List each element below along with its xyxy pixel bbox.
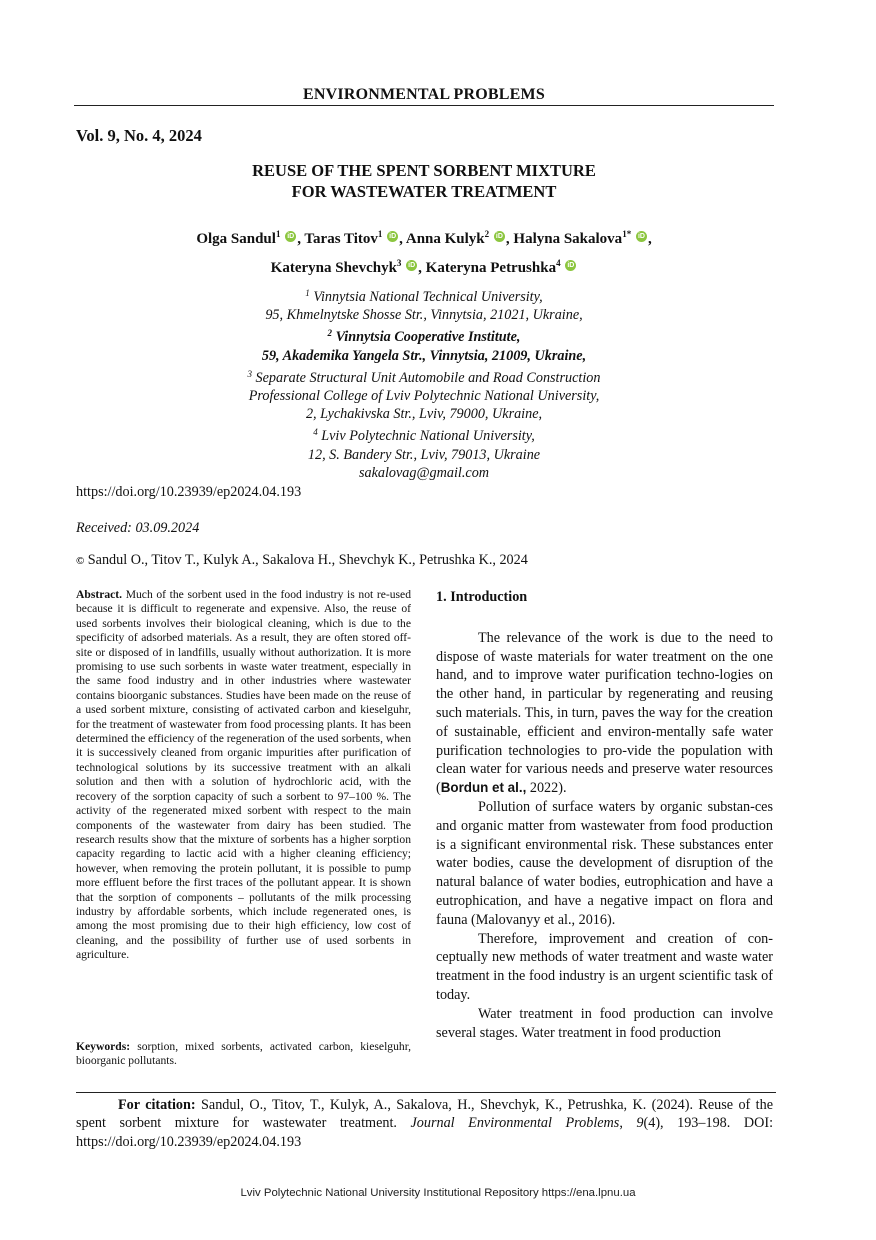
author-line-2: [0, 251, 848, 280]
repository-footer: Lviv Polytechnic National University Institutional Repository https://ena.lpnu.ua: [240, 1187, 636, 1199]
citation-rule: [76, 1092, 776, 1093]
abstract: [76, 588, 411, 963]
affiliation-text: Vinnytsia Cooperative Institute,: [335, 329, 521, 346]
citation-label: For citation:: [118, 1097, 196, 1113]
affiliation-line: 59, Akademika Yangela Str., Vinnytsia, 21009, Ukraine,: [261, 347, 587, 364]
paragraph-text: The relevance of the work is due to the need to dispose of waste materials for water treatment on the one hand, and to improve water purification techno-logies on the other hand, in particular by regenerating and reusing such materials. This, in turn, paves the way for the creation of sustainable, efficient and environ-mentally safe water purification technologies to pro-vide the population with clean water for various needs and preserve water resources (: [436, 629, 773, 797]
volume-info: Vol. 9, No. 4, 2024: [76, 126, 202, 145]
title-line-1: REUSE OF THE SPENT SORBENT MIXTURE: [252, 161, 596, 180]
affiliation-line: [0, 324, 848, 346]
copyright-text: Sandul O., Titov T., Kulyk A., Sakalova H., Shevchyk K., Petrushka K., 2024: [87, 552, 528, 568]
affiliation-line: 95, Khmelnytske Shosse Str., Vinnytsia, 21021, Ukraine,: [265, 307, 583, 324]
author-separator: ,: [505, 231, 514, 247]
affiliation-text: Separate Structural Unit Automobile and Road Construction: [255, 369, 601, 386]
citation-text: (4), 193–198. DOI: https://doi.org/10.23939/ep2024.04.193: [76, 1115, 774, 1150]
paragraph: Therefore, improvement and creation of con-ceptually new methods of water treatment and waste water treatment in the food industry is an urgent scientific task of today.: [436, 930, 773, 1003]
citation-text: Sandul, O., Titov, T., Kulyk, A., Sakalova, H., Shevchyk, K., Petrushka, K. (2024). Reuse of the spent sorbent mixture for wastewater treatment.: [76, 1097, 773, 1132]
introduction-section: [436, 588, 773, 1042]
author-name: Kateryna Shevchyk: [270, 260, 397, 276]
paragraph: Pollution of surface waters by organic substan-ces and organic matter from wastewater from food production is a significant environmental risk. These substances enter water bodies, cause the development of disruption of the natural balance of water bodies, eutrophication and have a eutrophication, and have a negative impact on flora and fauna (Malovanyy et al., 2016).: [436, 798, 773, 928]
affiliation-sup: 1: [305, 288, 310, 298]
received-date: Received: 03.09.2024: [76, 520, 200, 536]
orcid-icon[interactable]: iD: [495, 233, 503, 240]
abstract-text: Much of the sorbent used in the food industry is not re-used because it is difficult to regenerate and expensive. Also, the reuse of used sorbents involves their biological cleaning, which is due to the specificity of adsorbed materials. As a result, they are often stored off-site or disposed of in landfills, usually without authorization. It is more promising to use such sorbents in waste water treatment, especially in the same food industry and in other industries where wastewater contains bioorganic substances. Studies have been made on the reuse of a used sorbent mixture, consisting of activated carbon and kieselguhr, for the treatment of wastewater from food processing plants. It has been determined the efficiency of the regeneration of the used sorbents, when it is successively cleaned from organic impurities after purification of technological solutions by its successive treatment with an alkali solution and then with a solution of hydrochloric acid, with the recovery of the sorption capacity of such a sorbent to 97–100 %. The activity of the regenerated mixed sorbent with respect to the main components of the wastewater from dairy has been studied. The research results show that the mixture of sorbents has a higher sorption capacity regarding to lactic acid with a higher cleaning efficiency; however, when removing the protein pollutant, it is possible to pump more effluent before the first traces of the pollutant appear. It is shown that the sorption of components – pollutants of the milk processing industry by affordable sorbents, which include regenerated ones, is among the most promising due to their high efficiency, low cost of cleaning, and the possibility of further use of used sorbents in agriculture.: [76, 588, 411, 962]
header-rule: [74, 105, 774, 106]
author-sup: 1: [275, 229, 281, 239]
affiliation-line: [0, 423, 848, 445]
author-list: [0, 222, 848, 280]
contact-email[interactable]: sakalovag@gmail.com: [358, 464, 490, 481]
orcid-icon[interactable]: iD: [637, 233, 645, 240]
orcid-icon[interactable]: iD: [567, 262, 575, 269]
citation-text: ,: [619, 1115, 637, 1132]
author-sup: 1: [377, 229, 383, 239]
author-sup: 4: [556, 258, 561, 268]
affiliations: [0, 284, 848, 482]
affiliation-line: [0, 365, 848, 387]
copyright-icon: ©: [76, 555, 85, 567]
article-title: [0, 160, 848, 202]
citation-volume: 9: [636, 1115, 644, 1132]
author-name: Taras Titov: [304, 231, 378, 247]
citation-journal: Journal Environmental Problems: [410, 1115, 620, 1132]
author-name: Anna Kulyk: [405, 231, 485, 247]
orcid-icon[interactable]: iD: [287, 233, 295, 240]
title-line-2: FOR WASTEWATER TREATMENT: [291, 182, 557, 201]
affiliation-line: Professional College of Lviv Polytechnic National University,: [248, 388, 600, 405]
paragraph: Water treatment in food production can involve several stages. Water treatment in food production: [436, 1005, 773, 1041]
author-name: Halyna Sakalova: [513, 231, 623, 247]
affiliation-sup: 3: [247, 368, 252, 379]
citation-reference[interactable]: Bordun et al.,: [440, 780, 527, 796]
keywords: [76, 1040, 411, 1069]
citation-block: [76, 1096, 773, 1151]
orcid-icon[interactable]: iD: [408, 262, 416, 269]
affiliation-line: 2, Lychakivska Str., Lviv, 79000, Ukraine,: [305, 406, 543, 423]
paragraph: [436, 629, 773, 798]
author-sup: 1*: [622, 229, 632, 239]
journal-name: ENVIRONMENTAL PROBLEMS: [303, 86, 545, 103]
author-separator: ,: [647, 231, 652, 247]
abstract-label: Abstract.: [76, 588, 123, 601]
affiliation-sup: 4: [313, 427, 318, 438]
author-separator: ,: [297, 231, 305, 247]
keywords-label: Keywords:: [76, 1040, 131, 1053]
author-separator: ,: [418, 260, 426, 276]
copyright: [76, 552, 528, 569]
affiliation-line: 12, S. Bandery Str., Lviv, 79013, Ukraine: [307, 446, 541, 463]
affiliation-text: Vinnytsia National Technical University,: [313, 289, 543, 305]
paragraph-text: 2022).: [526, 780, 567, 797]
author-line-1: [0, 222, 848, 251]
section-heading: 1. Introduction: [436, 589, 528, 605]
author-name: Kateryna Petrushka: [425, 260, 557, 276]
affiliation-sup: 2: [327, 328, 333, 339]
affiliation-text: Lviv Polytechnic National University,: [321, 428, 535, 445]
affiliation-line: [0, 284, 848, 306]
keywords-text: sorption, mixed sorbents, activated carbon, kieselguhr, bioorganic pollutants.: [76, 1040, 411, 1068]
author-sup: 2: [484, 229, 490, 239]
author-sup: 3: [396, 258, 402, 268]
author-separator: ,: [399, 231, 406, 247]
author-name: Olga Sandul: [196, 231, 276, 247]
doi-link[interactable]: https://doi.org/10.23939/ep2024.04.193: [76, 484, 302, 500]
orcid-icon[interactable]: iD: [389, 233, 397, 240]
